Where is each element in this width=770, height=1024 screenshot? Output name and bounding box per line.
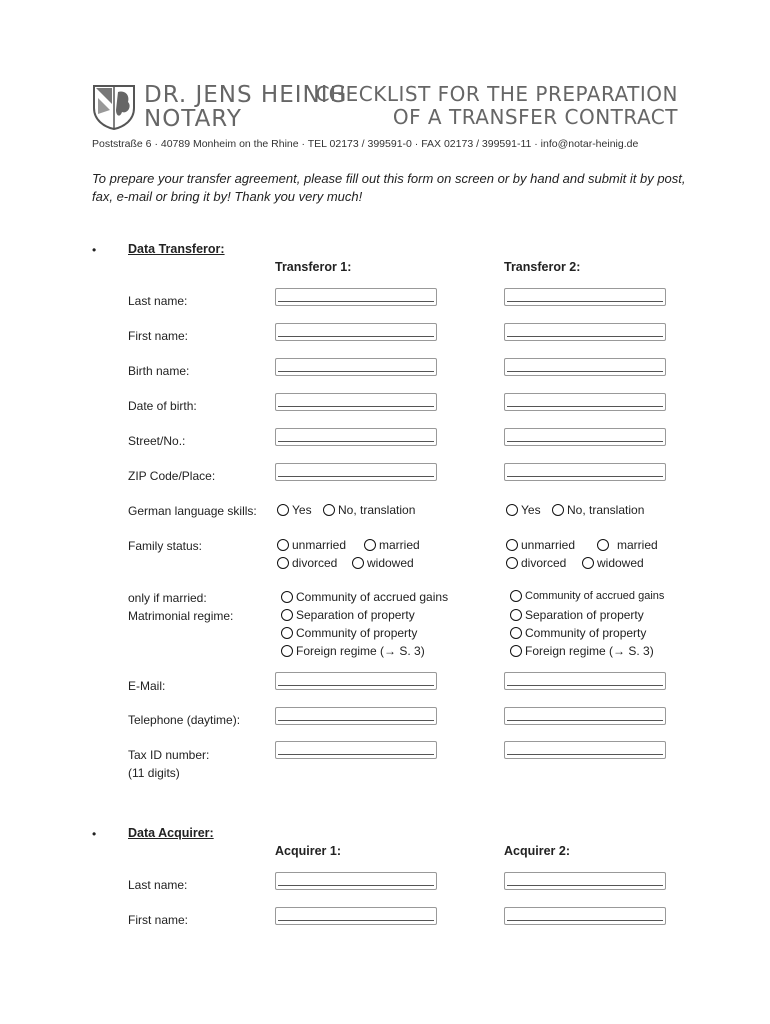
option-label: No, translation bbox=[567, 503, 645, 517]
transferor2-first-name-field[interactable] bbox=[504, 323, 666, 341]
transferor1-german-no[interactable] bbox=[323, 503, 415, 517]
transferor1-foreign[interactable] bbox=[281, 644, 425, 658]
transferor1-widowed[interactable] bbox=[352, 556, 414, 570]
transferor2-dob-field[interactable] bbox=[504, 393, 666, 411]
option-label: Community of accrued gains bbox=[296, 590, 449, 604]
transferor1-first-name-field[interactable] bbox=[275, 323, 437, 341]
section-title-transferor: Data Transferor: bbox=[128, 242, 225, 256]
transferor2-separation[interactable] bbox=[510, 608, 644, 622]
transferor2-last-name-field[interactable] bbox=[504, 288, 666, 306]
transferor2-street-field[interactable] bbox=[504, 428, 666, 446]
option-label: widowed bbox=[597, 556, 644, 570]
document-title-line1: CHECKLIST FOR THE PREPARATION bbox=[315, 82, 678, 106]
transferor2-german-no[interactable] bbox=[552, 503, 644, 517]
brand-name: DR. JENS HEINIG bbox=[144, 82, 348, 108]
label-acquirer-last-name: Last name: bbox=[128, 878, 188, 892]
option-label: Community of property bbox=[525, 626, 647, 640]
option-label: Foreign regime (→ S. 3) bbox=[525, 644, 654, 658]
transferor2-accrued-gains[interactable] bbox=[510, 590, 664, 602]
radio-icon[interactable] bbox=[352, 557, 364, 569]
transferor1-email-field[interactable] bbox=[275, 672, 437, 690]
label-tax-id: Tax ID number: bbox=[128, 748, 210, 762]
option-label: unmarried bbox=[521, 538, 576, 552]
bullet-icon: • bbox=[92, 243, 97, 257]
label-birth-name: Birth name: bbox=[128, 364, 190, 378]
option-label: Separation of property bbox=[296, 608, 415, 622]
transferor2-phone-field[interactable] bbox=[504, 707, 666, 725]
radio-icon[interactable] bbox=[364, 539, 376, 551]
label-tax-id-digits: (11 digits) bbox=[128, 766, 180, 780]
transferor2-married[interactable] bbox=[597, 538, 658, 552]
label-german-skills: German language skills: bbox=[128, 504, 257, 518]
radio-icon[interactable] bbox=[277, 557, 289, 569]
label-street: Street/No.: bbox=[128, 434, 186, 448]
radio-icon[interactable] bbox=[552, 504, 564, 516]
transferor2-unmarried[interactable] bbox=[506, 538, 575, 552]
transferor1-street-field[interactable] bbox=[275, 428, 437, 446]
transferor2-birth-name-field[interactable] bbox=[504, 358, 666, 376]
transferor1-married[interactable] bbox=[364, 538, 420, 552]
column-head-acquirer-1: Acquirer 1: bbox=[275, 844, 341, 858]
option-label: Yes bbox=[521, 503, 541, 517]
label-telephone: Telephone (daytime): bbox=[128, 713, 241, 727]
intro-text: To prepare your transfer agreement, please fill out this form on screen or by hand and submit it by post, fax, e-mail or bring it by! Thank you very much! bbox=[92, 171, 686, 204]
transferor2-zip-field[interactable] bbox=[504, 463, 666, 481]
radio-icon[interactable] bbox=[506, 557, 518, 569]
radio-icon[interactable] bbox=[510, 590, 522, 602]
option-label: divorced bbox=[521, 556, 567, 570]
option-label: unmarried bbox=[292, 538, 347, 552]
radio-icon[interactable] bbox=[281, 609, 293, 621]
section-title-acquirer: Data Acquirer: bbox=[128, 826, 214, 840]
transferor2-widowed[interactable] bbox=[582, 556, 644, 570]
label-last-name: Last name: bbox=[128, 294, 188, 308]
radio-icon[interactable] bbox=[323, 504, 335, 516]
transferor2-german-yes[interactable] bbox=[506, 503, 541, 517]
radio-icon[interactable] bbox=[277, 504, 289, 516]
transferor1-dob-field[interactable] bbox=[275, 393, 437, 411]
radio-icon[interactable] bbox=[281, 645, 293, 657]
bullet-icon: • bbox=[92, 827, 97, 841]
label-family-status: Family status: bbox=[128, 539, 203, 553]
label-zip: ZIP Code/Place: bbox=[128, 469, 216, 483]
transferor2-community[interactable] bbox=[510, 626, 646, 640]
transferor2-foreign[interactable] bbox=[510, 644, 654, 658]
label-date-of-birth: Date of birth: bbox=[128, 399, 197, 413]
label-matrimonial-regime: Matrimonial regime: bbox=[128, 609, 234, 623]
column-head-transferor-2: Transferor 2: bbox=[504, 260, 581, 274]
transferor1-separation[interactable] bbox=[281, 608, 415, 622]
option-label: No, translation bbox=[338, 503, 416, 517]
label-only-if-married: only if married: bbox=[128, 591, 207, 605]
radio-icon[interactable] bbox=[281, 627, 293, 639]
option-label: widowed bbox=[367, 556, 414, 570]
transferor1-birth-name-field[interactable] bbox=[275, 358, 437, 376]
option-label: Community of accrued gains bbox=[525, 590, 665, 602]
radio-icon[interactable] bbox=[597, 539, 609, 551]
option-label: Foreign regime (→ S. 3) bbox=[296, 644, 425, 658]
contact-line: Poststraße 6 · 40789 Monheim on the Rhine · TEL 02173 / 399591-0 · FAX 02173 / 399591-11 · info@notar-heinig.de bbox=[92, 138, 639, 150]
radio-icon[interactable] bbox=[277, 539, 289, 551]
transferor1-german-yes[interactable] bbox=[277, 503, 312, 517]
label-email: E-Mail: bbox=[128, 679, 166, 693]
acquirer1-first-name-field[interactable] bbox=[275, 907, 437, 925]
acquirer1-last-name-field[interactable] bbox=[275, 872, 437, 890]
transferor1-divorced[interactable] bbox=[277, 556, 337, 570]
transferor1-tax-id-field[interactable] bbox=[275, 741, 437, 759]
label-first-name: First name: bbox=[128, 329, 189, 343]
transferor2-divorced[interactable] bbox=[506, 556, 566, 570]
document-title-line2: OF A TRANSFER CONTRACT bbox=[392, 105, 678, 129]
transferor1-unmarried[interactable] bbox=[277, 538, 346, 552]
radio-icon[interactable] bbox=[506, 539, 518, 551]
transferor1-phone-field[interactable] bbox=[275, 707, 437, 725]
column-head-transferor-1: Transferor 1: bbox=[275, 260, 352, 274]
transferor1-accrued-gains[interactable] bbox=[281, 590, 448, 604]
radio-icon[interactable] bbox=[510, 627, 522, 639]
transferor1-zip-field[interactable] bbox=[275, 463, 437, 481]
option-label: Community of property bbox=[296, 626, 418, 640]
column-head-acquirer-2: Acquirer 2: bbox=[504, 844, 570, 858]
transferor1-last-name-field[interactable] bbox=[275, 288, 437, 306]
radio-icon[interactable] bbox=[281, 591, 293, 603]
radio-icon[interactable] bbox=[506, 504, 518, 516]
document-title bbox=[316, 83, 678, 129]
radio-icon[interactable] bbox=[582, 557, 594, 569]
radio-icon[interactable] bbox=[510, 609, 522, 621]
option-label: divorced bbox=[292, 556, 338, 570]
brand-subtitle: NOTARY bbox=[144, 106, 242, 132]
option-label: Separation of property bbox=[525, 608, 644, 622]
option-label: married bbox=[617, 538, 658, 552]
option-label: Yes bbox=[292, 503, 312, 517]
acquirer2-last-name-field[interactable] bbox=[504, 872, 666, 890]
transferor1-community[interactable] bbox=[281, 626, 417, 640]
label-acquirer-first-name: First name: bbox=[128, 913, 189, 927]
radio-icon[interactable] bbox=[510, 645, 522, 657]
transferor2-tax-id-field[interactable] bbox=[504, 741, 666, 759]
option-label: married bbox=[379, 538, 420, 552]
coat-of-arms-logo bbox=[92, 84, 136, 130]
transferor2-email-field[interactable] bbox=[504, 672, 666, 690]
acquirer2-first-name-field[interactable] bbox=[504, 907, 666, 925]
